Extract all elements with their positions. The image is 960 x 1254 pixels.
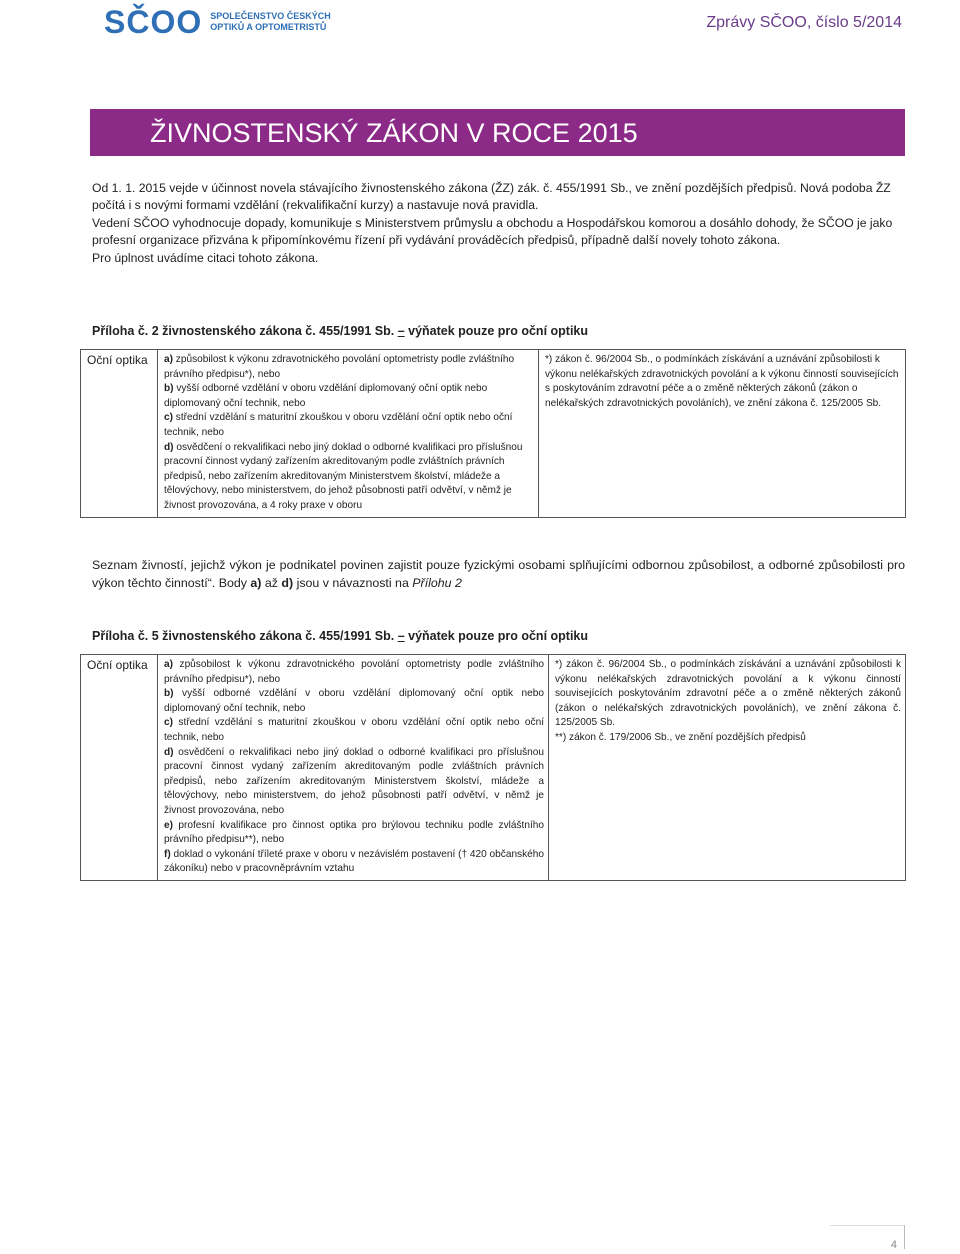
issue-label: Zprávy SČOO, číslo 5/2014 [706, 14, 902, 31]
page-header [0, 0, 960, 60]
logo-mark: SČOO [104, 4, 203, 40]
item-key: c) [164, 412, 173, 424]
item-text: osvědčení o rekvalifikaci nebo jiný doklad o odborné kvalifikaci pro příslušnou pracovní činnost vydaný zařízením akreditovaným podle zvláštních právních předpisů, nebo zařízením akreditovaným Ministerstvem školství, mládeže a tělovýchovy, nebo ministerstvem, do jehož působnosti patří odvětví, v němž je živnost provozována, nebo [164, 746, 544, 816]
annex2-caption-rest: výňatek pouze pro oční optiku [404, 324, 589, 338]
annex5-caption [92, 629, 588, 643]
annex5-caption-rest: výňatek pouze pro oční optiku [404, 629, 589, 643]
item-text: osvědčení o rekvalifikaci nebo jiný doklad o odborné kvalifikaci pro příslušnou pracovní činnost vydaný zařízením akreditovaným podle zvláštních právních předpisů, nebo zařízením akreditovaným Ministerstvem školství, mládeže a tělovýchovy, nebo ministerstvem, do jehož působnosti patří odvětví, v němž je živnost provozována, a 4 roky praxe v oboru [164, 441, 523, 511]
scoo-logo [104, 6, 331, 38]
page-title: ŽIVNOSTENSKÝ ZÁKON V ROCE 2015 [150, 118, 638, 148]
item-key: a) [164, 659, 173, 670]
annex2-table [80, 349, 906, 518]
item-key: d) [164, 746, 174, 758]
annex5-item-b [164, 687, 544, 716]
seznam-point-d: d) [281, 576, 294, 590]
intro-paragraph-1: Od 1. 1. 2015 vejde v účinnost novela stávajícího živnostenského zákona (ŽZ) zák. č. 455/1991 Sb., ve znění pozdějších předpisů. Nová podoba ŽZ počítá i s novými formami vzdělání (rekvalifikační kurzy) a nastavuje nová pravidla. [92, 181, 891, 213]
seznam-annex-reference: Přílohu 2 [412, 576, 462, 590]
item-text: vyšší odborné vzdělání v oboru vzdělání diplomovaný oční optik nebo diplomovaný oční technik, nebo [164, 688, 544, 714]
annex2-item-a [164, 353, 534, 382]
annex2-caption-main: Příloha č. 2 živnostenského zákona č. 455/1991 Sb. [92, 324, 398, 338]
item-text: vyšší odborné vzdělání v oboru vzdělání diplomovaný oční optik nebo diplomovaný oční technik, nebo [164, 383, 488, 409]
annex5-item-a [164, 658, 544, 687]
item-key: a) [164, 354, 173, 365]
annex2-caption-dash: – [397, 324, 405, 338]
annex2-item-c [164, 411, 534, 440]
annex5-caption-main: Příloha č. 5 živnostenského zákona č. 455/1991 Sb. [92, 629, 398, 643]
intro-paragraph-3: Pro úplnost uvádíme citaci tohoto zákona. [92, 250, 319, 265]
item-key: d) [164, 441, 174, 453]
annex5-item-d [164, 746, 544, 819]
intro-text [92, 180, 907, 267]
annex2-caption [92, 324, 588, 338]
seznam-mid: až [261, 576, 282, 590]
annex5-notes [549, 655, 906, 881]
item-text: způsobilost k výkonu zdravotnického povolání optometristy podle zvláštního právního předpisu*), nebo [164, 659, 544, 685]
seznam-text-1: Seznam živností, jejichž výkon je podnikatel povinen zajistit pouze fyzickými osobami splňujícími odbornou způsobilost, a odborné způsobilosti pro výkon těchto činností“. Body [92, 558, 905, 590]
item-text: profesní kvalifikace pro činnost optika pro brýlovou techniku podle zvláštního právního předpisu**), nebo [164, 819, 544, 846]
title-banner [90, 109, 905, 156]
annex5-item-e [164, 819, 544, 848]
annex5-item-c [164, 716, 544, 745]
item-key: b) [164, 383, 174, 395]
item-text: doklad o vykonání tříleté praxe v oboru v nezávislém postavení († 420 občanského zákoníku) nebo v pracovněprávním vztahu [164, 848, 544, 875]
item-text: způsobilost k výkonu zdravotnického povolání optometristy podle zvláštního právního předpisu*), nebo [164, 354, 515, 380]
item-key: e) [164, 819, 173, 831]
page-number: 4 [890, 1239, 897, 1251]
annex5-item-f [164, 848, 544, 877]
intro-paragraph-2: Vedení SČOO vyhodnocuje dopady, komunikuje s Ministerstvem průmyslu a obchodu a Hospodářskou komorou a dosáhlo dohody, že SČOO je jako profesní organizace přizvána k připomínkovému řízení při vydávání prováděcích předpisů, případně další novely tohoto zákona. [92, 215, 893, 248]
logo-text [210, 11, 331, 33]
seznam-point-a: a) [250, 576, 262, 590]
item-text: střední vzdělání s maturitní zkouškou v oboru vzdělání oční optik nebo oční technik, nebo [164, 717, 544, 743]
annex2-requirements [158, 350, 539, 518]
page-number-box [830, 1225, 905, 1249]
annex2-item-d [164, 441, 534, 514]
annex2-note: *) zákon č. 96/2004 Sb., o podmínkách získávání a uznávání způsobilosti k výkonu nelékařských zdravotnických povolání a k výkonu činností souvisejících s poskytováním zdravotní péče a o změně některých zákonů (zákon o nelékařských zdravotnických povoláních), ve znění zákona č. 125/2005 Sb. [539, 350, 906, 518]
annex5-profession: Oční optika [81, 655, 158, 881]
list-of-trades-paragraph [92, 556, 905, 592]
item-key: b) [164, 688, 174, 700]
annex5-requirements [158, 655, 549, 881]
annex2-profession: Oční optika [81, 350, 158, 518]
annex5-caption-dash: – [397, 629, 405, 643]
logo-line-2: OPTIKŮ A OPTOMETRISTŮ [210, 22, 327, 32]
logo-line-1: SPOLEČENSTVO ČESKÝCH [210, 11, 331, 21]
item-key: f) [164, 848, 171, 860]
annex5-table [80, 654, 906, 881]
seznam-text-2: jsou v návaznosti na [293, 576, 413, 590]
annex5-note-1: *) zákon č. 96/2004 Sb., o podmínkách získávání a uznávání způsobilosti k výkonu nelékařských zdravotnických povolání a k výkonu činností souvisejících poskytováním zdravotní péče a o změně některých zákonů (zákon o nelékařských zdravotnických povoláních), ve znění zákona č. 125/2005 Sb. [555, 659, 901, 729]
item-key: c) [164, 717, 173, 729]
annex5-note-2: **) zákon č. 179/2006 Sb., ve znění pozdějších předpisů [555, 731, 806, 743]
annex2-item-b [164, 382, 534, 411]
item-text: střední vzdělání s maturitní zkouškou v oboru vzdělání oční optik nebo oční technik, nebo [164, 412, 513, 438]
